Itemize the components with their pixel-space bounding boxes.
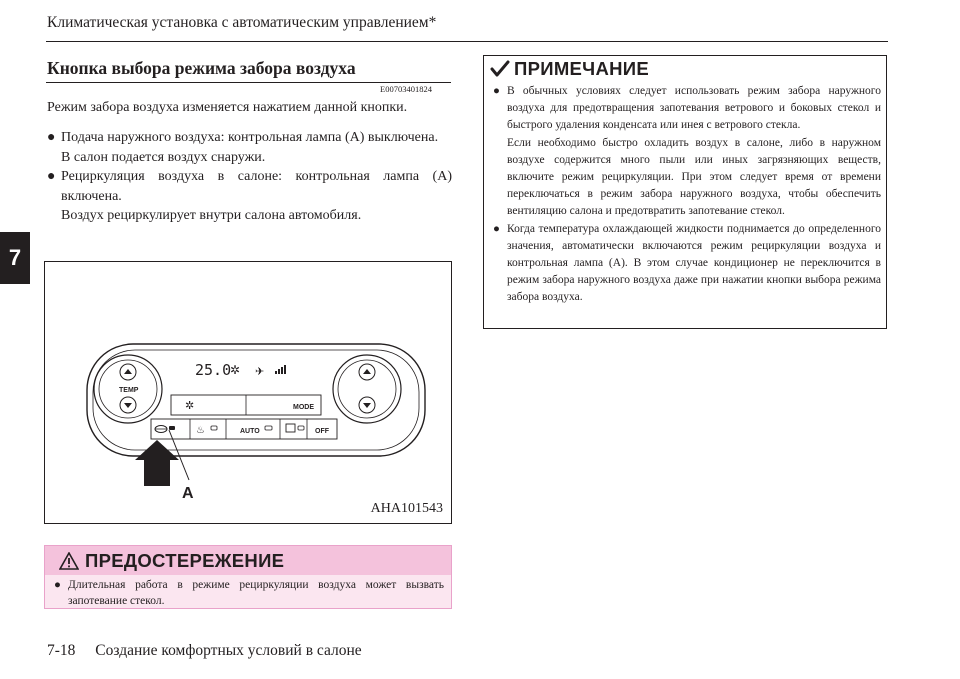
bullet-icon: ●: [493, 85, 500, 97]
climate-panel-illustration: [45, 262, 451, 523]
temp-label: TEMP: [119, 387, 139, 394]
list-item: [493, 221, 881, 307]
bullet-icon: ●: [47, 130, 56, 145]
intro-paragraph: Режим забора воздуха изменяется нажатием данной кнопки.: [47, 100, 408, 115]
defroster-button-icon: ♨: [196, 425, 205, 436]
section-code: E00703401824: [380, 84, 432, 94]
note-item-text: Когда температура охлаждающей жидкости поднимается до определенного значения, автоматически включаются режим рециркуляции воздуха и контрольная лампа (A). В этом случае кондиционер не переключится в режим забора наружного воздуха даже при нажатии кнопки выбора режима забора воздуха.: [507, 222, 881, 304]
off-button-label: OFF: [315, 428, 329, 435]
note-item-text: В обычных условиях следует использовать режим забора наружного воздуха для предотвращения запотевания ветрового и боковых стекол и быстрого удаления конденсата или инея с ветрового стекла.: [507, 85, 881, 132]
note-list: [493, 83, 881, 307]
figure-id: AHA101543: [370, 501, 443, 516]
header-rule: [46, 41, 888, 42]
auto-button-label: AUTO: [240, 428, 260, 435]
indicator-lamp-a: [169, 426, 175, 430]
temp-knob-right: [333, 355, 401, 423]
climate-panel-figure: [44, 261, 452, 524]
mode-list: [47, 128, 452, 226]
list-item: [47, 128, 452, 167]
note-title: ПРИМЕЧАНИЕ: [514, 58, 650, 79]
list-item-subtext: Воздух рециркулирует внутри салона автомобиля.: [61, 208, 362, 223]
footer-title: Создание комфортных условий в салоне: [95, 642, 362, 659]
note-box: [483, 55, 887, 329]
note-header: [484, 56, 886, 82]
heading-rule: [46, 82, 451, 83]
warning-triangle-icon: [59, 552, 79, 570]
display-airflow-icon: ✈: [255, 366, 265, 378]
list-item-text: Подача наружного воздуха: контрольная лампа (A) выключена.: [61, 130, 439, 145]
list-item: [54, 577, 444, 609]
footer: [47, 642, 362, 660]
bullet-icon: ●: [54, 579, 61, 591]
page-number: 7-18: [47, 642, 76, 659]
section-heading: Кнопка выбора режима забора воздуха: [47, 58, 356, 78]
list-item: [47, 167, 452, 226]
caution-list: [54, 577, 444, 609]
display-temperature: 25.0: [195, 361, 232, 379]
list-item-subtext: В салон подается воздух снаружи.: [61, 149, 266, 165]
fan-button-icon: ✲: [185, 400, 195, 412]
caution-header: [45, 546, 451, 575]
mode-button-label: MODE: [293, 404, 314, 411]
callout-label-a: A: [182, 485, 194, 502]
list-item-text: Рециркуляция воздуха в салоне: контрольная лампа (A) включена.: [61, 169, 452, 204]
bullet-icon: ●: [47, 169, 56, 184]
chapter-tab: 7: [0, 232, 30, 284]
note-item-subtext: Если необходимо быстро охладить воздух в салоне, либо в наружном воздухе содержится много пыли или иных загрязняющих веществ, включите режим рециркуляции. При этом следует время от времени переключаться в режим забора наружного воздуха, чтобы обеспечить вентиляцию салона и предотвратить запотевание стекол.: [507, 136, 881, 218]
display-fan-icon: ✲: [230, 363, 241, 377]
list-item: [493, 83, 881, 221]
header-title: Климатическая установка с автоматическим управлением*: [47, 14, 437, 31]
caution-title: ПРЕДОСТЕРЕЖЕНИЕ: [85, 549, 285, 571]
checkmark-icon: [490, 60, 510, 78]
caution-item-text: Длительная работа в режиме рециркуляции воздуха может вызвать запотевание стекол.: [68, 579, 444, 607]
bullet-icon: ●: [493, 222, 500, 235]
caution-box: [44, 545, 452, 609]
